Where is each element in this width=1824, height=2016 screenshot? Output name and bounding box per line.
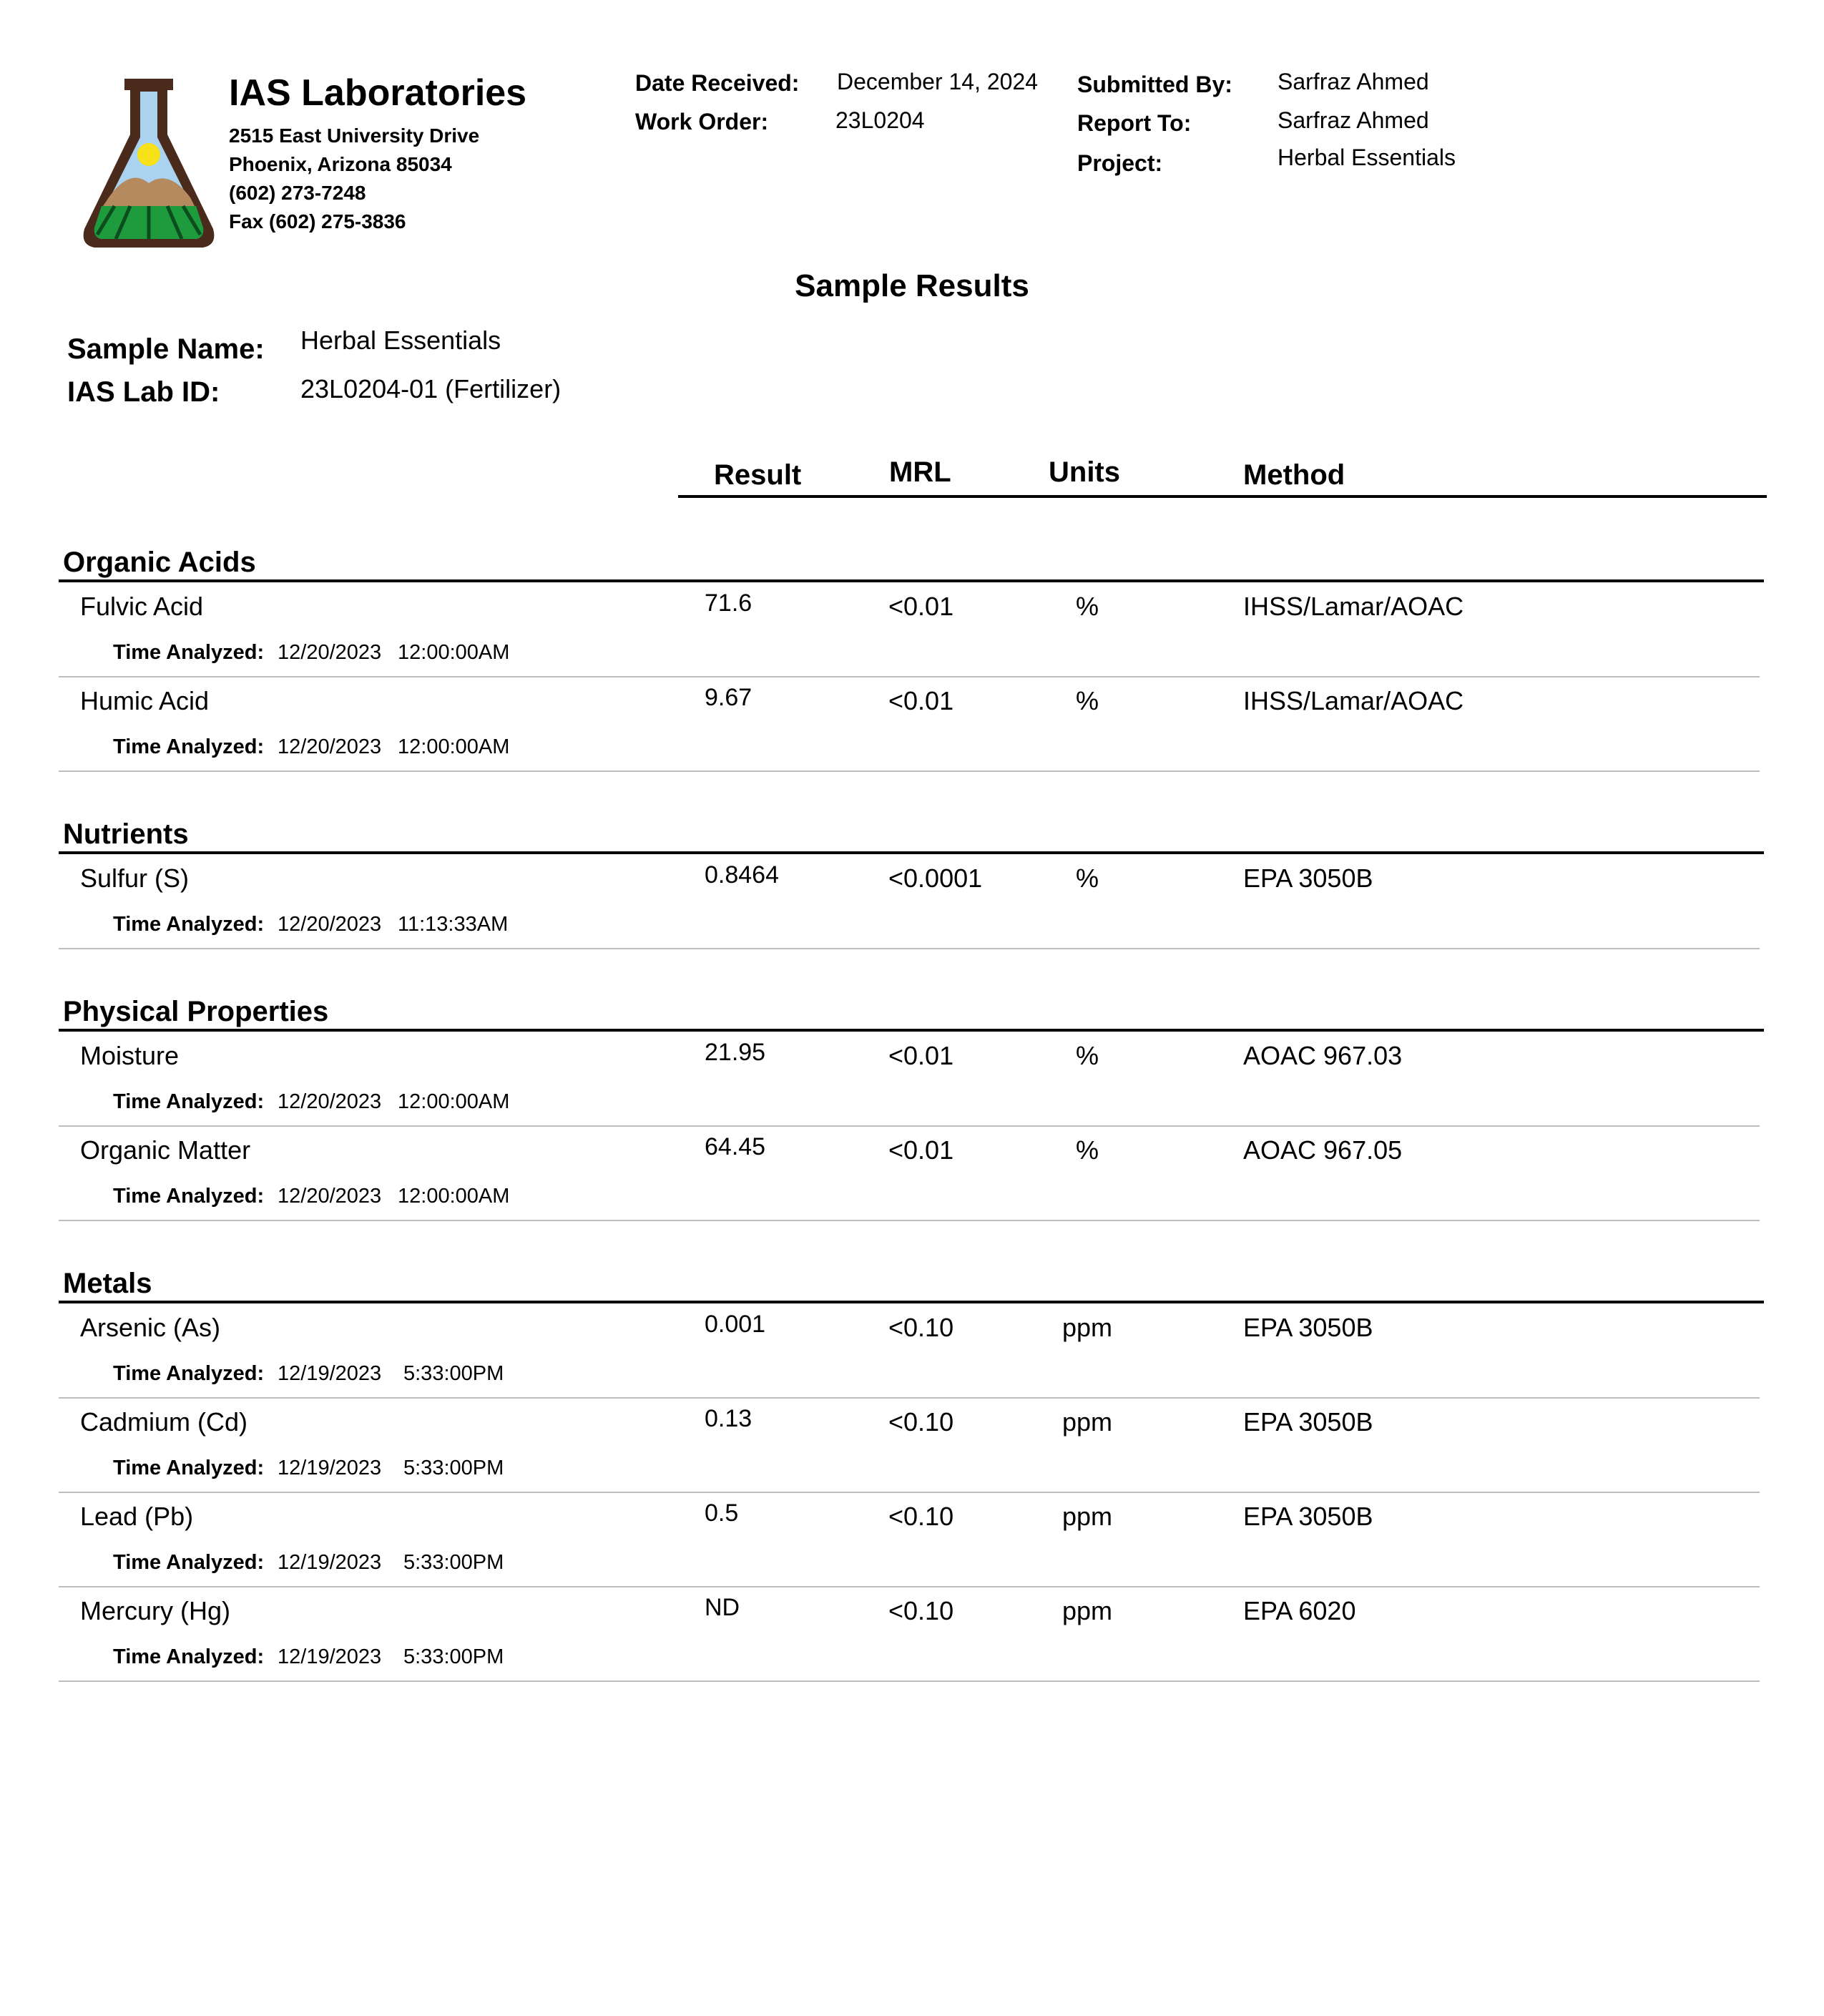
time-analyzed-label: Time Analyzed: xyxy=(113,641,265,664)
ias-flask-logo-icon xyxy=(80,76,217,250)
result-value: 0.5 xyxy=(705,1499,739,1527)
time-analyzed-date: 12/20/2023 xyxy=(278,735,382,758)
time-analyzed-date: 12/20/2023 xyxy=(278,1185,382,1208)
result-row xyxy=(0,1311,1824,1409)
method-value: IHSS/Lamar/AOAC xyxy=(1243,686,1464,715)
submitted-by-value: Sarfraz Ahmed xyxy=(1278,69,1429,94)
result-row xyxy=(0,1594,1824,1693)
group-rule xyxy=(59,1301,1764,1303)
mrl-value: <0.10 xyxy=(888,1596,954,1625)
time-analyzed-time: 5:33:00PM xyxy=(403,1645,504,1668)
row-divider xyxy=(59,1680,1760,1682)
time-analyzed-time: 11:13:33AM xyxy=(398,913,509,936)
column-header-units: Units xyxy=(1049,456,1120,488)
method-value: EPA 3050B xyxy=(1243,1313,1373,1342)
analyte-name: Cadmium (Cd) xyxy=(80,1407,248,1437)
units-value: % xyxy=(1075,863,1099,893)
time-analyzed-date: 12/20/2023 xyxy=(278,1090,382,1113)
time-analyzed-date: 12/19/2023 xyxy=(278,1457,382,1479)
group-title: Physical Properties xyxy=(63,996,329,1027)
method-value: EPA 6020 xyxy=(1243,1596,1356,1625)
analyte-name: Lead (Pb) xyxy=(80,1502,194,1531)
time-analyzed-label: Time Analyzed: xyxy=(113,1090,265,1113)
time-analyzed-label: Time Analyzed: xyxy=(113,735,265,758)
time-analyzed-time: 12:00:00AM xyxy=(398,641,510,664)
units-value: % xyxy=(1075,686,1099,715)
row-divider xyxy=(59,770,1760,772)
lab-id-value: 23L0204-01 (Fertilizer) xyxy=(300,374,562,403)
mrl-value: <0.10 xyxy=(888,1313,954,1342)
result-value: ND xyxy=(705,1594,740,1621)
time-analyzed-time: 5:33:00PM xyxy=(403,1362,504,1385)
lab-address-street: 2515 East University Drive xyxy=(229,124,480,147)
time-analyzed-date: 12/20/2023 xyxy=(278,913,382,936)
result-row xyxy=(0,1039,1824,1137)
date-received-value: December 14, 2024 xyxy=(837,69,1039,94)
column-header-mrl: MRL xyxy=(889,456,951,488)
time-analyzed-label: Time Analyzed: xyxy=(113,1362,265,1385)
project-label: Project: xyxy=(1077,150,1163,176)
analyte-name: Arsenic (As) xyxy=(80,1313,221,1342)
row-divider xyxy=(59,1586,1760,1587)
lab-address-city: Phoenix, Arizona 85034 xyxy=(229,153,452,175)
project-value: Herbal Essentials xyxy=(1278,145,1456,170)
result-value: 0.13 xyxy=(705,1405,752,1432)
analyte-name: Fulvic Acid xyxy=(80,592,204,621)
lab-fax: Fax (602) 275-3836 xyxy=(229,210,406,233)
method-value: IHSS/Lamar/AOAC xyxy=(1243,592,1464,621)
method-value: AOAC 967.05 xyxy=(1243,1135,1403,1165)
result-row xyxy=(0,861,1824,960)
time-analyzed-date: 12/19/2023 xyxy=(278,1551,382,1574)
time-analyzed-label: Time Analyzed: xyxy=(113,1185,265,1208)
time-analyzed-time: 12:00:00AM xyxy=(398,735,510,758)
date-received-label: Date Received: xyxy=(635,70,800,96)
group-title: Metals xyxy=(63,1268,152,1299)
group-rule xyxy=(59,851,1764,854)
result-value: 9.67 xyxy=(705,684,752,711)
result-value: 71.6 xyxy=(705,589,752,617)
units-value: ppm xyxy=(1061,1596,1113,1625)
time-analyzed-label: Time Analyzed: xyxy=(113,913,265,936)
work-order-label: Work Order: xyxy=(635,109,769,134)
lab-name: IAS Laboratories xyxy=(229,72,527,114)
result-row xyxy=(0,1405,1824,1504)
group-title: Organic Acids xyxy=(63,547,256,578)
result-row xyxy=(0,1133,1824,1232)
analyte-name: Organic Matter xyxy=(80,1135,251,1165)
analyte-name: Mercury (Hg) xyxy=(80,1596,231,1625)
sample-name-value: Herbal Essentials xyxy=(300,326,501,355)
time-analyzed-date: 12/19/2023 xyxy=(278,1645,382,1668)
row-divider xyxy=(59,1492,1760,1493)
result-value: 64.45 xyxy=(705,1133,766,1160)
mrl-value: <0.10 xyxy=(888,1407,954,1437)
group-rule xyxy=(59,1029,1764,1032)
mrl-value: <0.0001 xyxy=(888,863,983,893)
row-divider xyxy=(59,1125,1760,1127)
analyte-name: Moisture xyxy=(80,1041,180,1070)
column-header-method: Method xyxy=(1243,459,1345,491)
result-row xyxy=(0,1499,1824,1598)
work-order-value: 23L0204 xyxy=(835,107,925,133)
time-analyzed-label: Time Analyzed: xyxy=(113,1645,265,1668)
result-value: 0.001 xyxy=(705,1311,766,1338)
column-header-rule xyxy=(678,495,1767,498)
row-divider xyxy=(59,948,1760,949)
row-divider xyxy=(59,1397,1760,1399)
submitted-by-label: Submitted By: xyxy=(1077,72,1232,97)
time-analyzed-time: 5:33:00PM xyxy=(403,1457,504,1479)
method-value: EPA 3050B xyxy=(1243,1407,1373,1437)
row-divider xyxy=(59,676,1760,677)
page-title: Sample Results xyxy=(795,268,1029,303)
result-value: 21.95 xyxy=(705,1039,766,1066)
group-title: Nutrients xyxy=(63,818,189,850)
method-value: EPA 3050B xyxy=(1243,863,1373,893)
time-analyzed-time: 5:33:00PM xyxy=(403,1551,504,1574)
time-analyzed-time: 12:00:00AM xyxy=(398,1185,510,1208)
method-value: EPA 3050B xyxy=(1243,1502,1373,1531)
method-value: AOAC 967.03 xyxy=(1243,1041,1403,1070)
time-analyzed-label: Time Analyzed: xyxy=(113,1551,265,1574)
lab-id-label: IAS Lab ID: xyxy=(67,376,220,408)
time-analyzed-label: Time Analyzed: xyxy=(113,1457,265,1479)
time-analyzed-date: 12/20/2023 xyxy=(278,641,382,664)
mrl-value: <0.01 xyxy=(888,1041,954,1070)
mrl-value: <0.01 xyxy=(888,1135,954,1165)
units-value: % xyxy=(1075,1041,1099,1070)
report-to-label: Report To: xyxy=(1077,110,1192,136)
sample-name-label: Sample Name: xyxy=(67,333,265,365)
group-rule xyxy=(59,579,1764,582)
units-value: ppm xyxy=(1061,1313,1113,1342)
mrl-value: <0.10 xyxy=(888,1502,954,1531)
report-to-value: Sarfraz Ahmed xyxy=(1278,107,1429,133)
result-row xyxy=(0,684,1824,783)
result-value: 0.8464 xyxy=(705,861,779,889)
mrl-value: <0.01 xyxy=(888,592,954,621)
column-header-result: Result xyxy=(714,459,802,491)
lab-phone: (602) 273-7248 xyxy=(229,182,366,204)
time-analyzed-time: 12:00:00AM xyxy=(398,1090,510,1113)
result-row xyxy=(0,589,1824,688)
units-value: ppm xyxy=(1061,1407,1113,1437)
mrl-value: <0.01 xyxy=(888,686,954,715)
analyte-name: Sulfur (S) xyxy=(80,863,190,893)
units-value: ppm xyxy=(1061,1502,1113,1531)
row-divider xyxy=(59,1220,1760,1221)
time-analyzed-date: 12/19/2023 xyxy=(278,1362,382,1385)
units-value: % xyxy=(1075,1135,1099,1165)
analyte-name: Humic Acid xyxy=(80,686,210,715)
units-value: % xyxy=(1075,592,1099,621)
